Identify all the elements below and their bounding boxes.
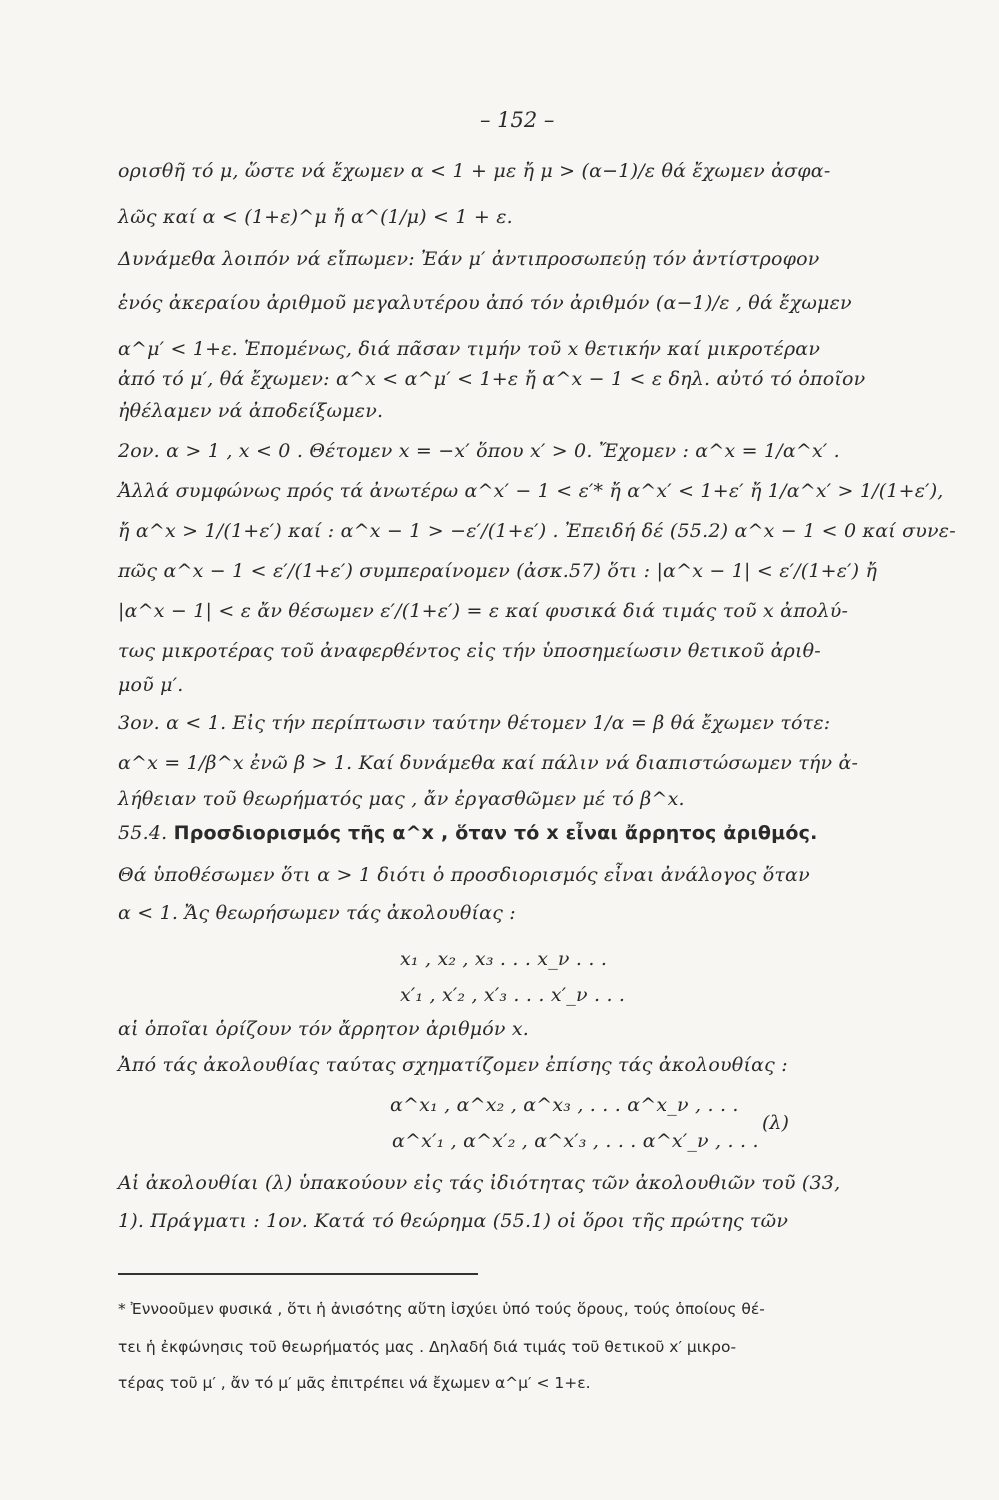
text-line: ἀπό τό μ′, θά ἔχωμεν: α^x < α^μ′ < 1+ε ἤ α^x − 1 < ε δηλ. αὐτό τό ὁποῖον: [118, 368, 866, 390]
text-line: Δυνάμεθα λοιπόν νά εἴπωμεν: Ἐάν μ′ ἀντιπροσωπεύῃ τόν ἀντίστροφον: [118, 248, 820, 270]
text-line: 1). Πράγματι : 1ον. Κατά τό θεώρημα (55.1) οἱ ὅροι τῆς πρώτης τῶν: [118, 1210, 789, 1232]
text-line: α^μ′ < 1+ε. Ἑπομένως, διά πᾶσαν τιμήν τοῦ x θετικήν καί μικροτέραν: [118, 338, 821, 360]
sequence-line: α^x′₁ , α^x′₂ , α^x′₃ , . . . α^x′_ν , . . .: [392, 1130, 759, 1152]
text-line: ἠθέλαμεν νά ἀποδείξωμεν.: [118, 400, 384, 422]
text-line: Ἀπό τάς ἀκολουθίας ταύτας σχηματίζομεν ἐπίσης τάς ἀκολουθίας :: [118, 1054, 788, 1076]
text-line: Ἀλλά συμφώνως πρός τά ἀνωτέρω α^x′ − 1 < ε′* ἤ α^x′ < 1+ε′ ἤ 1/α^x′ > 1/(1+ε′),: [118, 480, 944, 502]
sequence-line: α^x₁ , α^x₂ , α^x₃ , . . . α^x_ν , . . .: [390, 1094, 739, 1116]
section-heading: Προσδιορισμός τῆς α^x , ὅταν τό x εἶναι ἄρρητος ἀριθμός.: [173, 822, 818, 844]
footnote-line: * Ἐννοοῦμεν φυσικά , ὅτι ἡ ἀνισότης αὕτη ἰσχύει ὑπό τούς ὅρους, τούς ὁποίους θέ-: [118, 1300, 765, 1318]
text-line: α^x = 1/β^x ἐνῶ β > 1. Καί δυνάμεθα καί πάλιν νά διαπιστώσωμεν τήν ἀ-: [118, 752, 859, 774]
text-line: λῶς καί α < (1+ε)^μ ἤ α^(1/μ) < 1 + ε.: [118, 206, 513, 228]
text-line: αἱ ὁποῖαι ὁρίζουν τόν ἄρρητον ἀριθμόν x.: [118, 1018, 530, 1040]
sequence-line: x′₁ , x′₂ , x′₃ . . . x′_ν . . .: [400, 984, 626, 1006]
text-line: Αἱ ἀκολουθίαι (λ) ὑπακούουν εἰς τάς ἰδιότητας τῶν ἀκολουθιῶν τοῦ (33,: [118, 1172, 841, 1194]
equation-label: (λ): [762, 1112, 789, 1134]
text-line: μοῦ μ′.: [118, 674, 184, 696]
sequence-line: x₁ , x₂ , x₃ . . . x_ν . . .: [400, 948, 608, 970]
text-line: ἑνός ἀκεραίου ἀριθμοῦ μεγαλυτέρου ἀπό τόν ἀριθμόν (α−1)/ε , θά ἔχωμεν: [118, 292, 852, 314]
footnote-line: τέρας τοῦ μ′ , ἄν τό μ′ μᾶς ἐπιτρέπει νά ἔχωμεν α^μ′ < 1+ε.: [118, 1374, 591, 1392]
text-line: λήθειαν τοῦ θεωρήματός μας , ἄν ἐργασθῶμεν μέ τό β^x.: [118, 788, 685, 810]
text-line: 2ον. α > 1 , x < 0 . Θέτομεν x = −x′ ὅπου x′ > 0. Ἔχομεν : α^x = 1/α^x′ .: [118, 440, 840, 462]
page-number: – 152 –: [480, 108, 555, 132]
text-line: πῶς α^x − 1 < ε′/(1+ε′) συμπεραίνομεν (ἀσκ.57) ὅτι : |α^x − 1| < ε′/(1+ε′) ἤ: [118, 560, 878, 582]
text-line: α < 1. Ἄς θεωρήσωμεν τάς ἀκολουθίας :: [118, 902, 516, 924]
footnote-line: τει ἡ ἐκφώνησις τοῦ θεωρήματός μας . Δηλαδή διά τιμάς τοῦ θετικοῦ x′ μικρο-: [118, 1338, 737, 1356]
text-line: Θά ὑποθέσωμεν ὅτι α > 1 διότι ὁ προσδιορισμός εἶναι ἀνάλογος ὅταν: [118, 864, 810, 886]
text-line: |α^x − 1| < ε ἄν θέσωμεν ε′/(1+ε′) = ε καί φυσικά διά τιμάς τοῦ x ἀπολύ-: [118, 600, 849, 622]
section-heading-line: [118, 822, 818, 844]
text-line: 3ον. α < 1. Εἰς τήν περίπτωσιν ταύτην θέτομεν 1/α = β θά ἔχωμεν τότε:: [118, 712, 831, 734]
text-line: ορισθῆ τό μ, ὥστε νά ἔχωμεν α < 1 + με ἤ μ > (α−1)/ε θά ἔχωμεν ἀσφα-: [118, 160, 831, 182]
section-number: 55.4.: [118, 822, 168, 844]
text-line: τως μικροτέρας τοῦ ἀναφερθέντος εἰς τήν ὑποσημείωσιν θετικοῦ ἀριθ-: [118, 640, 821, 662]
footnote-divider: [118, 1273, 478, 1275]
text-line: ἤ α^x > 1/(1+ε′) καί : α^x − 1 > −ε′/(1+ε′) . Ἐπειδή δέ (55.2) α^x − 1 < 0 καί συνε-: [118, 520, 956, 542]
